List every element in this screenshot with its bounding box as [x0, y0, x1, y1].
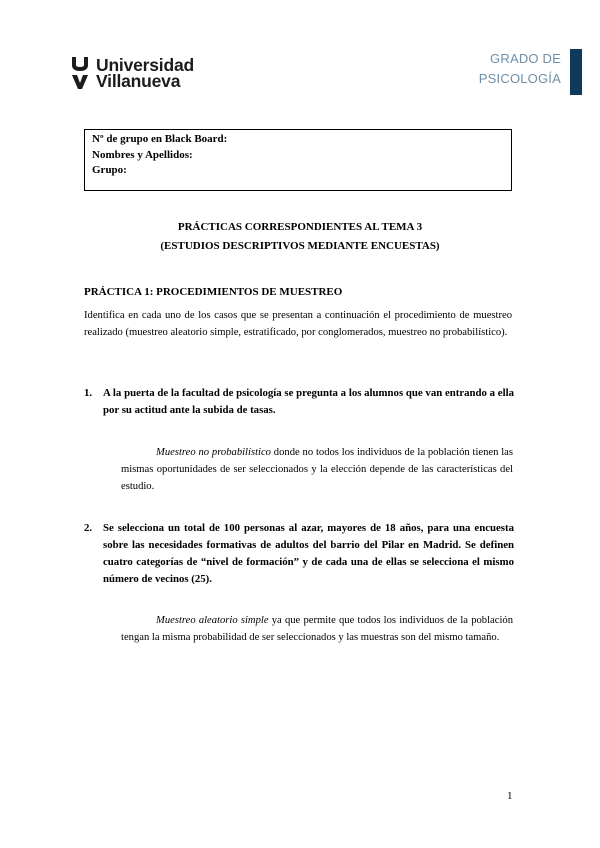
- names-label: Nombres y Apellidos:: [92, 148, 193, 161]
- answer-italic: Muestreo aleatorio simple: [156, 615, 269, 626]
- degree-line-2: PSICOLOGÍA: [478, 71, 561, 86]
- group-label: Grupo:: [92, 164, 127, 176]
- degree-line-1: GRADO DE: [490, 51, 561, 66]
- answer-italic: Muestreo no probabilístico: [156, 447, 271, 458]
- document-subtitle: (ESTUDIOS DESCRIPTIVOS MEDIANTE ENCUESTAS): [160, 240, 440, 252]
- section-title: PRÁCTICA 1: PROCEDIMIENTOS DE MUESTREO: [84, 286, 343, 298]
- degree-accent-bar: [570, 49, 582, 95]
- question-text: A la puerta de la facultad de psicología se pregunta a los alumnos que van entrando a ella por su actitud ante la subida de tasas.: [103, 387, 514, 416]
- answer-text: donde no todos los individuos de la población tienen las mismas oportunidades de ser seleccionados y la elección depende de las características del estudio.: [121, 447, 513, 492]
- logo-line-2: Villanueva: [96, 71, 181, 91]
- answer-1: [121, 444, 513, 495]
- section-intro: Identifica en cada uno de los casos que se presentan a continuación el procedimiento de muestreo realizado (muestreo aleatorio simple, estratificado, por conglomerados, muestreo no probabilístico).: [84, 310, 512, 338]
- university-logo: [71, 56, 194, 90]
- question-number: 2.: [84, 522, 93, 534]
- question-text: Se selecciona un total de 100 personas al azar, mayores de 18 años, para una encuesta sobre las necesidades formativas de adultos del barrio del Pilar en Madrid. Se definen cuatro categorías de “nivel de formación” y de cada una de ellas se selecciona el mismo número de vecinos (25).: [103, 522, 514, 585]
- student-info-box: [84, 129, 512, 191]
- logo-line-1: Universidad: [96, 55, 194, 75]
- answer-2: [121, 612, 513, 646]
- question-number: 1.: [84, 387, 93, 399]
- document-title: PRÁCTICAS CORRESPONDIENTES AL TEMA 3: [177, 221, 423, 233]
- page-number: 1: [507, 790, 513, 802]
- question-1: [84, 385, 514, 419]
- degree-label: [479, 49, 582, 95]
- question-2: [84, 520, 514, 588]
- answer-text: ya que permite que todos los individuos de la población tengan la misma probabilidad de ser seleccionados y las muestras son del mismo tamaño.: [121, 615, 513, 643]
- university-logo-icon: [71, 56, 89, 90]
- group-number-label: Nº de grupo en Black Board:: [92, 133, 228, 145]
